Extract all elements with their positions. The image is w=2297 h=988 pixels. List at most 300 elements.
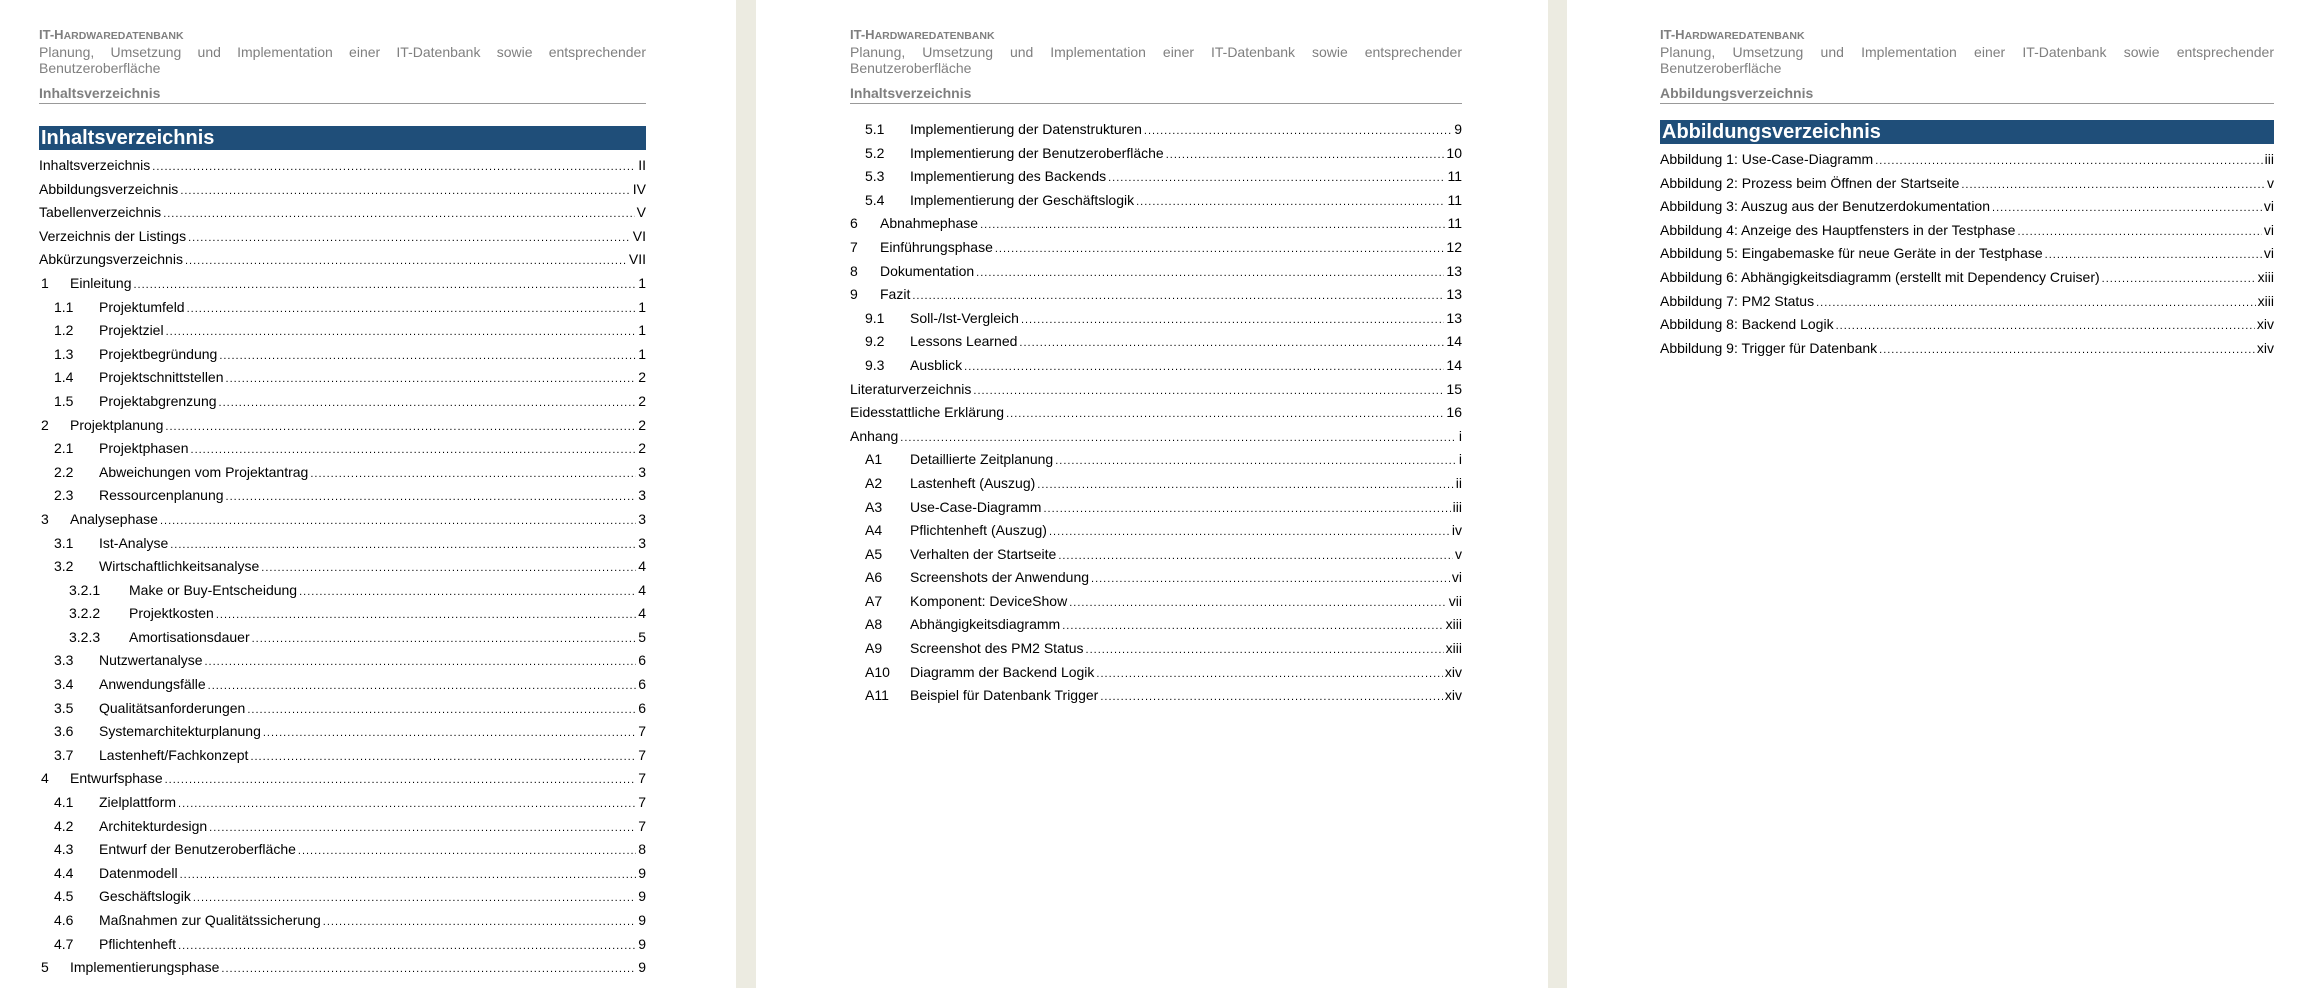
entry-title: Abnahmephase: [880, 215, 979, 232]
dot-leader: [323, 911, 636, 935]
toc-entry[interactable]: [850, 543, 1462, 567]
entry-number: 2: [41, 416, 49, 433]
entry-number: A8: [865, 616, 883, 633]
entry-page-number: 4: [638, 605, 646, 622]
toc-entry[interactable]: [39, 437, 646, 461]
dot-leader: [219, 345, 636, 369]
entry-number: A5: [865, 545, 883, 562]
entry-number: 2.3: [54, 487, 74, 504]
entry-title: Projektschnittstellen: [99, 369, 224, 386]
toc-entry[interactable]: [39, 673, 646, 697]
entry-number: 4.6: [54, 912, 74, 928]
dot-leader: [185, 250, 627, 274]
header-divider: [850, 103, 1462, 104]
figure-entry[interactable]: [1660, 242, 2274, 266]
entry-title: Einleitung: [70, 274, 132, 291]
dot-leader: [178, 935, 636, 959]
dot-leader: [1037, 474, 1453, 498]
toc-entry[interactable]: [850, 637, 1462, 661]
dot-leader: [980, 214, 1445, 238]
toc-entry[interactable]: [39, 649, 646, 673]
dot-leader: [1069, 592, 1447, 616]
dot-leader: [209, 817, 636, 841]
entry-number: 3: [41, 510, 49, 527]
dot-leader: [180, 864, 637, 888]
entry-title: Abbildung 2: Prozess beim Öffnen der Startseite: [1660, 174, 1960, 191]
entry-title: Analysephase: [70, 510, 158, 527]
toc-entry[interactable]: [850, 613, 1462, 637]
entry-title: Projektphasen: [99, 440, 189, 457]
figure-entry[interactable]: [1660, 266, 2274, 290]
entry-page-number: xiv: [1444, 687, 1462, 704]
dot-leader: [205, 651, 637, 675]
entry-number: 3.4: [54, 676, 74, 693]
dot-leader: [193, 887, 636, 911]
toc-entry[interactable]: [39, 838, 646, 862]
entry-page-number: 13: [1446, 262, 1462, 279]
entry-title: Lessons Learned: [910, 333, 1018, 350]
entry-page-number: 10: [1446, 144, 1462, 161]
header-divider: [1660, 103, 2274, 104]
entry-title: Ist-Analyse: [99, 534, 169, 551]
entry-title: Abkürzungsverzeichnis: [39, 251, 183, 268]
entry-page-number: 1: [638, 322, 646, 339]
entry-number: 1: [41, 274, 49, 291]
entry-number: 3.6: [54, 723, 74, 740]
toc-list: [39, 154, 646, 980]
dot-leader: [1021, 309, 1444, 333]
figure-entry[interactable]: [1660, 172, 2274, 196]
entry-page-number: 4: [638, 581, 646, 598]
entry-page-number: 9: [638, 912, 646, 928]
entry-number: 9.3: [865, 356, 885, 373]
toc-entry[interactable]: [39, 744, 646, 768]
entry-title: Abbildung 9: Trigger für Datenbank: [1660, 339, 1878, 356]
dot-leader: [1144, 120, 1452, 144]
dot-leader: [208, 675, 637, 699]
toc-entry[interactable]: [850, 165, 1462, 189]
dot-leader: [247, 699, 636, 723]
entry-title: Lastenheft (Auszug): [910, 474, 1036, 491]
dot-leader: [134, 274, 637, 298]
entry-number: A1: [865, 451, 883, 468]
entry-number: 1.4: [54, 369, 74, 386]
toc-entry[interactable]: [850, 189, 1462, 213]
toc-entry[interactable]: [850, 566, 1462, 590]
toc-heading: Inhaltsverzeichnis: [39, 126, 646, 150]
toc-entry[interactable]: [850, 519, 1462, 543]
dot-leader: [152, 156, 636, 180]
entry-number: 8: [850, 262, 858, 279]
figure-entry[interactable]: [1660, 195, 2274, 219]
toc-entry[interactable]: [39, 909, 646, 933]
entry-number: 3.1: [54, 534, 74, 551]
entry-page-number: v: [1455, 545, 1462, 562]
entry-title: Projektkosten: [129, 605, 214, 622]
entry-page-number: 2: [638, 440, 646, 457]
toc-entry[interactable]: [850, 496, 1462, 520]
toc-entry[interactable]: [39, 296, 646, 320]
entry-page-number: i: [1458, 451, 1462, 468]
dot-leader: [165, 769, 637, 793]
dot-leader: [252, 628, 637, 652]
entry-page-number: ii: [1455, 474, 1462, 491]
document-page-1: [0, 0, 736, 988]
dot-leader: [178, 793, 636, 817]
entry-title: Abbildung 3: Auszug aus der Benutzerdokumentation: [1660, 198, 1991, 215]
entry-number: 5.1: [865, 121, 885, 137]
entry-title: Abbildung 4: Anzeige des Hauptfensters in der Testphase: [1660, 221, 2016, 238]
entry-page-number: 11: [1447, 191, 1462, 208]
dot-leader: [1043, 498, 1450, 522]
toc-entry[interactable]: [39, 815, 646, 839]
toc-entry[interactable]: [850, 590, 1462, 614]
entry-number: 4: [41, 770, 49, 787]
entry-number: 1.2: [54, 322, 74, 339]
toc-entry[interactable]: [850, 448, 1462, 472]
entry-title: Implementierung der Geschäftslogik: [910, 191, 1135, 208]
entry-title: Make or Buy-Entscheidung: [129, 581, 298, 598]
entry-title: Abbildung 7: PM2 Status: [1660, 292, 1815, 309]
toc-entry[interactable]: [39, 862, 646, 886]
toc-entry[interactable]: [39, 508, 646, 532]
toc-entry[interactable]: [39, 319, 646, 343]
toc-entry[interactable]: [850, 401, 1462, 425]
entry-title: Architekturdesign: [99, 817, 208, 834]
toc-entry[interactable]: [39, 461, 646, 485]
running-header-title: IT-HARDWAREDATENBANK: [1660, 27, 1805, 42]
entry-title: Abbildung 5: Eingabemaske für neue Geräte in der Testphase: [1660, 245, 2043, 262]
dot-leader: [261, 557, 636, 581]
toc-entry[interactable]: [39, 178, 646, 202]
toc-entry[interactable]: [850, 378, 1462, 402]
toc-entry[interactable]: [39, 885, 646, 909]
entry-page-number: 7: [638, 746, 646, 763]
entry-page-number: 1: [638, 298, 646, 315]
dot-leader: [2045, 244, 2262, 268]
dot-leader: [299, 581, 636, 605]
toc-entry[interactable]: [39, 791, 646, 815]
entry-title: Geschäftslogik: [99, 888, 191, 905]
entry-number: 1.1: [54, 298, 74, 315]
dot-leader: [1875, 150, 2262, 174]
entry-page-number: xiv: [2256, 316, 2274, 333]
toc-entry[interactable]: [39, 956, 646, 980]
toc-entry[interactable]: [39, 201, 646, 225]
entry-number: 9.1: [865, 309, 885, 326]
entry-title: Qualitätsanforderungen: [99, 699, 246, 716]
figure-entry[interactable]: [1660, 337, 2274, 361]
dot-leader: [226, 368, 637, 392]
entry-page-number: 15: [1446, 380, 1462, 397]
entry-title: Abbildungsverzeichnis: [39, 180, 179, 197]
entry-number: 3.2.3: [69, 628, 101, 645]
entry-title: Implementierung der Benutzeroberfläche: [910, 144, 1164, 161]
figure-entry[interactable]: [1660, 148, 2274, 172]
entry-number: 5.4: [865, 191, 885, 208]
entry-page-number: 7: [638, 817, 646, 834]
toc-entry[interactable]: [850, 684, 1462, 708]
entry-title: Abweichungen vom Projektantrag: [99, 463, 309, 480]
toc-entry[interactable]: [39, 248, 646, 272]
entry-page-number: iii: [2264, 151, 2274, 167]
toc-entry[interactable]: [39, 697, 646, 721]
header-divider: [39, 103, 646, 104]
entry-page-number: 2: [638, 392, 646, 409]
entry-page-number: V: [636, 204, 646, 221]
entry-number: 5: [41, 959, 49, 976]
dot-leader: [1058, 545, 1453, 569]
toc-entry[interactable]: [39, 767, 646, 791]
toc-entry[interactable]: [39, 602, 646, 626]
entry-page-number: 7: [638, 723, 646, 740]
toc-entry[interactable]: [39, 154, 646, 178]
entry-page-number: xiii: [2257, 268, 2274, 285]
entry-title: Implementierung der Datenstrukturen: [910, 121, 1142, 137]
dot-leader: [1992, 197, 2262, 221]
entry-number: 4.3: [54, 841, 74, 858]
entry-title: Abbildung 6: Abhängigkeitsdiagramm (erstellt mit Dependency Cruiser): [1660, 268, 2100, 285]
dot-leader: [1086, 639, 1444, 663]
toc-entry[interactable]: [850, 472, 1462, 496]
dot-leader: [1961, 174, 2265, 198]
entry-number: 4.2: [54, 817, 74, 834]
toc-entry[interactable]: [850, 283, 1462, 307]
entry-number: A3: [865, 498, 883, 515]
entry-page-number: 1: [638, 274, 646, 291]
entry-page-number: 8: [638, 841, 646, 858]
dot-leader: [226, 486, 637, 510]
running-header-subtitle: Planung, Umsetzung und Implementation einer IT-Datenbank sowie entsprechender Benutzeroberfläche: [1660, 44, 2274, 76]
dot-leader: [166, 321, 637, 345]
entry-title: Beispiel für Datenbank Trigger: [910, 687, 1099, 704]
entry-page-number: 6: [638, 676, 646, 693]
dot-leader: [160, 510, 636, 534]
entry-title: Verhalten der Startseite: [910, 545, 1057, 562]
document-page-2: [756, 0, 1548, 988]
entry-number: A6: [865, 569, 883, 586]
toc-entry[interactable]: [850, 236, 1462, 260]
entry-number: 3.2.1: [69, 581, 101, 598]
entry-number: 3.2: [54, 558, 74, 575]
dot-leader: [973, 380, 1444, 404]
entry-page-number: 5: [638, 628, 646, 645]
dot-leader: [976, 262, 1444, 286]
dot-leader: [1836, 315, 2255, 339]
dot-leader: [216, 604, 636, 628]
entry-title: Projektbegründung: [99, 345, 218, 362]
dot-leader: [1062, 615, 1443, 639]
entry-title: Use-Case-Diagramm: [910, 498, 1042, 515]
entry-number: A10: [865, 663, 890, 680]
entry-page-number: 11: [1447, 215, 1462, 232]
entry-title: Maßnahmen zur Qualitätssicherung: [99, 912, 321, 928]
entry-page-number: 9: [638, 864, 646, 881]
entry-number: 3.3: [54, 652, 74, 669]
running-header-subtitle: Planung, Umsetzung und Implementation einer IT-Datenbank sowie entsprechender Benutzeroberfläche: [39, 44, 646, 76]
dot-leader: [995, 238, 1445, 262]
dot-leader: [165, 416, 636, 440]
entry-title: Soll-/Ist-Vergleich: [910, 309, 1019, 326]
entry-page-number: vi: [1451, 569, 1462, 586]
dot-leader: [1108, 167, 1445, 191]
entry-page-number: iv: [1451, 522, 1462, 539]
entry-title: Nutzwertanalyse: [99, 652, 203, 669]
dot-leader: [1049, 521, 1450, 545]
entry-page-number: 4: [638, 558, 646, 575]
entry-page-number: 9: [638, 935, 646, 952]
entry-page-number: 14: [1446, 333, 1462, 350]
dot-leader: [964, 356, 1444, 380]
toc-entry[interactable]: [39, 579, 646, 603]
entry-page-number: 13: [1446, 286, 1462, 303]
dot-leader: [180, 180, 630, 204]
toc-entry[interactable]: [39, 414, 646, 438]
entry-number: 5.3: [865, 168, 885, 185]
toc-entry[interactable]: [39, 720, 646, 744]
entry-page-number: xiii: [2257, 292, 2274, 309]
entry-number: A9: [865, 640, 883, 657]
entry-number: 1.5: [54, 392, 74, 409]
toc-entry[interactable]: [39, 555, 646, 579]
entry-page-number: 12: [1446, 238, 1462, 255]
dot-leader: [298, 840, 636, 864]
toc-entry[interactable]: [39, 225, 646, 249]
dot-leader: [1091, 568, 1450, 592]
dot-leader: [912, 285, 1444, 309]
toc-entry[interactable]: [39, 484, 646, 508]
entry-title: Anwendungsfälle: [99, 676, 206, 693]
toc-entry[interactable]: [850, 330, 1462, 354]
entry-page-number: VII: [628, 251, 646, 268]
entry-title: Literaturverzeichnis: [850, 380, 972, 397]
entry-title: Implementierungsphase: [70, 959, 220, 976]
dot-leader: [310, 463, 636, 487]
entry-title: Screenshots der Anwendung: [910, 569, 1090, 586]
entry-number: A4: [865, 522, 883, 539]
running-header-subtitle: Planung, Umsetzung und Implementation einer IT-Datenbank sowie entsprechender Benutzeroberfläche: [850, 44, 1462, 76]
entry-title: Amortisationsdauer: [129, 628, 250, 645]
entry-title: Ressourcenplanung: [99, 487, 224, 504]
figure-entry[interactable]: [1660, 219, 2274, 243]
entry-title: Datenmodell: [99, 864, 178, 881]
toc-entry[interactable]: [850, 354, 1462, 378]
entry-number: A2: [865, 474, 883, 491]
entry-title: Verzeichnis der Listings: [39, 227, 187, 244]
entry-page-number: vi: [2263, 221, 2274, 238]
toc-list: [850, 118, 1462, 708]
running-header-title: IT-HARDWAREDATENBANK: [850, 27, 995, 42]
dot-leader: [1166, 144, 1445, 168]
toc-entry[interactable]: [39, 933, 646, 957]
figure-entry[interactable]: [1660, 313, 2274, 337]
entry-number: 2.2: [54, 463, 74, 480]
entry-title: Pflichtenheft (Auszug): [910, 522, 1047, 539]
dot-leader: [1816, 292, 2256, 316]
document-page-3: [1567, 0, 2297, 988]
entry-title: Ausblick: [910, 356, 963, 373]
entry-title: Komponent: DeviceShow: [910, 592, 1068, 609]
running-header-section: Inhaltsverzeichnis: [39, 85, 161, 101]
entry-page-number: 1: [638, 345, 646, 362]
dot-leader: [163, 203, 634, 227]
entry-number: 9: [850, 286, 858, 303]
entry-title: Abhängigkeitsdiagramm: [910, 616, 1061, 633]
entry-page-number: 3: [638, 510, 646, 527]
entry-title: Projektziel: [99, 322, 164, 339]
dot-leader: [188, 227, 631, 251]
entry-page-number: VI: [632, 227, 646, 244]
dot-leader: [170, 534, 636, 558]
running-header-title: IT-HARDWAREDATENBANK: [39, 27, 184, 42]
entry-title: Detaillierte Zeitplanung: [910, 451, 1054, 468]
entry-page-number: 11: [1447, 168, 1462, 185]
entry-number: 1.3: [54, 345, 74, 362]
entry-title: Lastenheft/Fachkonzept: [99, 746, 249, 763]
toc-entry[interactable]: [39, 366, 646, 390]
toc-entry[interactable]: [39, 343, 646, 367]
entry-page-number: vi: [2263, 198, 2274, 215]
toc-entry[interactable]: [850, 260, 1462, 284]
entry-title: Diagramm der Backend Logik: [910, 663, 1095, 680]
dot-leader: [219, 392, 637, 416]
entry-title: Wirtschaftlichkeitsanalyse: [99, 558, 260, 575]
toc-entry[interactable]: [850, 142, 1462, 166]
entry-page-number: 13: [1446, 309, 1462, 326]
toc-entry[interactable]: [39, 390, 646, 414]
figure-entry[interactable]: [1660, 290, 2274, 314]
toc-entry[interactable]: [39, 272, 646, 296]
toc-entry[interactable]: [850, 307, 1462, 331]
entry-title: Projektumfeld: [99, 298, 185, 315]
toc-entry[interactable]: [850, 118, 1462, 142]
entry-title: Dokumentation: [880, 262, 975, 279]
entry-page-number: 9: [1454, 121, 1462, 137]
dot-leader: [1019, 332, 1444, 356]
entry-title: Inhaltsverzeichnis: [39, 157, 151, 173]
toc-entry[interactable]: [850, 425, 1462, 449]
toc-entry[interactable]: [850, 212, 1462, 236]
entry-page-number: i: [1458, 427, 1462, 444]
entry-page-number: 16: [1446, 404, 1462, 421]
entry-number: 3.5: [54, 699, 74, 716]
dot-leader: [250, 746, 636, 770]
entry-page-number: 3: [638, 487, 646, 504]
entry-page-number: vii: [1448, 592, 1462, 609]
entry-title: Abbildung 8: Backend Logik: [1660, 316, 1834, 333]
entry-page-number: 7: [638, 794, 646, 811]
dot-leader: [191, 439, 637, 463]
running-header-section: Abbildungsverzeichnis: [1660, 85, 1814, 101]
toc-entry[interactable]: [39, 626, 646, 650]
dot-leader: [1879, 339, 2255, 363]
toc-entry[interactable]: [850, 661, 1462, 685]
entry-title: Systemarchitekturplanung: [99, 723, 261, 740]
dot-leader: [2017, 221, 2261, 245]
entry-title: Pflichtenheft: [99, 935, 177, 952]
entry-number: 9.2: [865, 333, 885, 350]
toc-entry[interactable]: [39, 532, 646, 556]
entry-page-number: 9: [638, 959, 646, 976]
dot-leader: [1006, 403, 1444, 427]
dot-leader: [263, 722, 636, 746]
entry-page-number: vi: [2263, 245, 2274, 262]
entry-page-number: xiii: [1445, 640, 1462, 657]
dot-leader: [1136, 191, 1445, 215]
entry-number: 3.2.2: [69, 605, 101, 622]
entry-title: Implementierung des Backends: [910, 168, 1107, 185]
entry-title: Entwurfsphase: [70, 770, 163, 787]
